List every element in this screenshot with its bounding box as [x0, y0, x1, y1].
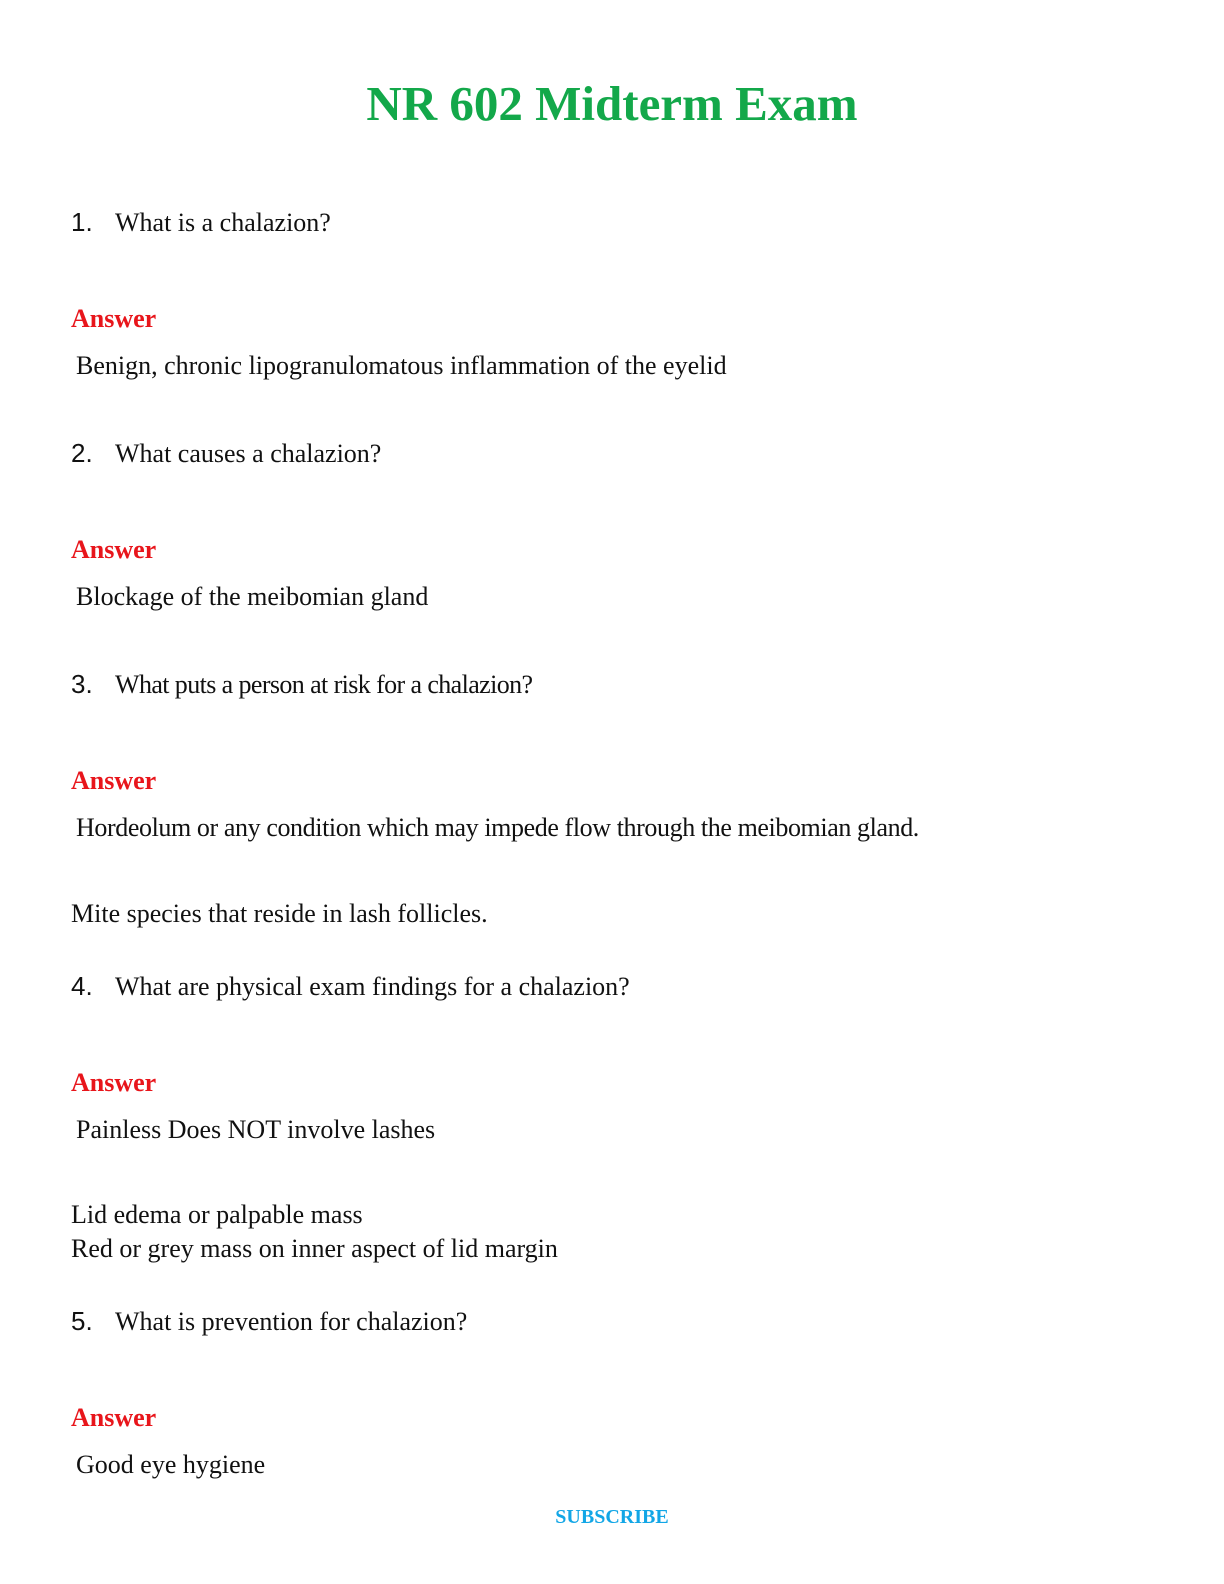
answer-text: Hordeolum or any condition which may impede flow through the meibomian gland.: [76, 813, 919, 842]
question-5: [71, 1305, 467, 1338]
answer-extra-text: Lid edema or palpable mass: [71, 1200, 363, 1229]
question-2: [71, 437, 381, 470]
answer-text: Good eye hygiene: [76, 1450, 266, 1479]
document-title: NR 602 Midterm Exam: [366, 76, 858, 131]
question-text: What is prevention for chalazion?: [115, 1307, 468, 1336]
question-text: What is a chalazion?: [115, 208, 331, 237]
answer-text: Benign, chronic lipogranulomatous inflammation of the eyelid: [76, 351, 727, 380]
answer-label: Answer: [71, 535, 157, 564]
answer-extra-text: Red or grey mass on inner aspect of lid margin: [71, 1234, 558, 1263]
question-number: 4.: [71, 971, 93, 1001]
answer-label: Answer: [71, 1403, 157, 1432]
question-text: What are physical exam findings for a chalazion?: [115, 972, 630, 1001]
answer-text: Blockage of the meibomian gland: [76, 582, 429, 611]
answer-label: Answer: [71, 766, 157, 795]
answer-text: Painless Does NOT involve lashes: [76, 1115, 436, 1144]
answer-label: Answer: [71, 1068, 157, 1097]
question-4: [71, 970, 630, 1003]
question-number: 2.: [71, 438, 93, 468]
question-1: [71, 206, 331, 239]
question-text: What causes a chalazion?: [115, 439, 382, 468]
question-text: What puts a person at risk for a chalazion?: [115, 670, 533, 699]
question-number: 5.: [71, 1306, 93, 1336]
answer-extra-text: Mite species that reside in lash follicles.: [71, 899, 488, 928]
answer-label: Answer: [71, 304, 157, 333]
question-3: [71, 668, 532, 701]
subscribe-link[interactable]: SUBSCRIBE: [555, 1506, 669, 1528]
question-number: 3.: [71, 669, 93, 699]
question-number: 1.: [71, 207, 93, 237]
